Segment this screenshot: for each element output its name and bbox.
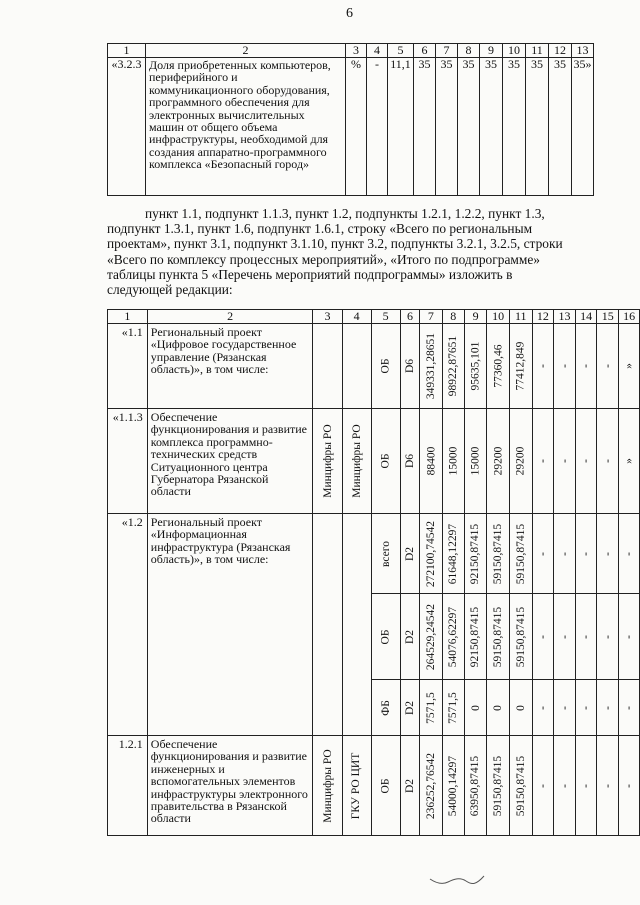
value-cell: -: [619, 680, 640, 736]
header-cell: 7: [420, 310, 442, 324]
value-cell: 35: [436, 58, 458, 196]
value-cell: -: [532, 594, 554, 680]
value-cell: 264529,24542: [420, 594, 442, 680]
table-header-row: [108, 44, 594, 58]
executor-cell: ГКУ РО ЦИТ: [342, 736, 371, 836]
header-cell: 10: [487, 310, 510, 324]
source-label: ОБ: [379, 358, 392, 374]
measure-name: Обеспечение функционирования и развитие комплекса программно-технических средств Ситуационного центра Губернатора Рязанской области: [147, 409, 313, 514]
header-cell: 2: [146, 44, 346, 58]
measure-name: Обеспечение функционирования и развитие инженерных и вспомогательных элементов инфраструктуры электронного правительства в Рязанской области: [147, 736, 313, 836]
row-code: 1.2.1: [108, 736, 148, 836]
value-cell: -: [619, 736, 640, 836]
value-cell: -: [554, 736, 576, 836]
source-cell: ОБ: [371, 594, 400, 680]
header-cell: 3: [313, 310, 342, 324]
value-cell: -: [554, 594, 576, 680]
indicators-table: [107, 43, 594, 196]
value-cell: -: [554, 409, 576, 514]
header-cell: 14: [575, 310, 597, 324]
value-cell: -: [597, 680, 619, 736]
value-cell: -: [619, 594, 640, 680]
code-cell: D2: [400, 680, 420, 736]
responsible-cell: [313, 514, 342, 736]
value-cell: 35: [480, 58, 503, 196]
value-cell: 59150,87415: [487, 736, 510, 836]
paragraph-line: пункт 1.1, подпункт 1.1.3, пункт 1.2, подпункты 1.2.1, 1.2.2, пункт 1.3,: [145, 206, 545, 221]
header-cell: 1: [108, 44, 146, 58]
value-cell: 35: [503, 58, 526, 196]
code-label: D6: [403, 358, 416, 374]
value-cell: 236252,76542: [420, 736, 442, 836]
header-cell: 11: [509, 310, 532, 324]
header-cell: 10: [503, 44, 526, 58]
value-cell: 349331,28651: [420, 324, 442, 409]
value-cell: 59150,87415: [509, 594, 532, 680]
source-cell: ФБ: [371, 680, 400, 736]
executor-cell: [342, 324, 371, 409]
value-cell: 15000: [442, 409, 464, 514]
table-row: [108, 514, 640, 594]
header-cell: 1: [108, 310, 148, 324]
paragraph-line: таблицы пункта 5 «Перечень мероприятий подпрограммы» изложить в: [107, 266, 513, 282]
header-cell: 16: [619, 310, 640, 324]
responsible-cell: [313, 324, 342, 409]
value-cell: -: [532, 324, 554, 409]
responsible-cell: Минцифры РО: [313, 409, 342, 514]
value-cell: »: [619, 324, 640, 409]
value-cell: 59150,87415: [509, 514, 532, 594]
indicator-name: Доля приобретенных компьютеров, периферийного и коммуникационного оборудования, программного обеспечения для электронных вычислительных машин от общего объема инфраструктуры, необходимой для создания аппаратно-программного комплекса «Безопасный город»: [146, 58, 346, 196]
source-cell: ОБ: [371, 409, 400, 514]
row-code: «1.1: [108, 324, 148, 409]
value-cell: 11,1: [388, 58, 414, 196]
responsible-cell: Минцифры РО: [313, 736, 342, 836]
row-code: «3.2.3: [108, 58, 146, 196]
value-cell: -: [532, 736, 554, 836]
amendment-paragraph: [107, 206, 614, 297]
value-cell: -: [575, 680, 597, 736]
header-cell: 12: [532, 310, 554, 324]
value-cell: -: [597, 324, 619, 409]
value-cell: -: [532, 514, 554, 594]
source-cell: [371, 324, 400, 409]
row-code: «1.1.3: [108, 409, 148, 514]
value-cell: 77412,849: [509, 324, 532, 409]
table-row: [108, 58, 594, 196]
value-cell: »: [619, 409, 640, 514]
value-cell: -: [554, 680, 576, 736]
value-cell: 35: [526, 58, 549, 196]
value-cell: 0: [509, 680, 532, 736]
value-cell: 15000: [464, 409, 486, 514]
value-cell: -: [597, 736, 619, 836]
value-cell: 92150,87415: [464, 514, 486, 594]
header-cell: 9: [464, 310, 486, 324]
measure-name: Региональный проект «Информационная инфраструктура (Рязанская область)», в том числе:: [147, 514, 313, 736]
header-cell: 2: [147, 310, 313, 324]
value-cell: 92150,87415: [464, 594, 486, 680]
code-cell: D2: [400, 594, 420, 680]
table-row: [108, 409, 640, 514]
source-cell: ОБ: [371, 736, 400, 836]
header-cell: 8: [458, 44, 480, 58]
value-cell: 77360,46: [487, 324, 510, 409]
value-cell: 54076,62297: [442, 594, 464, 680]
signature-mark: [428, 873, 488, 887]
value-cell: 7571,5: [420, 680, 442, 736]
header-cell: 4: [367, 44, 388, 58]
value-cell: -: [554, 324, 576, 409]
value-cell: -: [532, 409, 554, 514]
value-cell: -: [575, 736, 597, 836]
value-cell: -: [619, 514, 640, 594]
table-row: [108, 324, 640, 409]
value-cell: -: [367, 58, 388, 196]
value-cell: 88400: [420, 409, 442, 514]
value-cell: 61648,12297: [442, 514, 464, 594]
header-cell: 5: [388, 44, 414, 58]
value-cell: -: [532, 680, 554, 736]
header-cell: 6: [400, 310, 420, 324]
table-header-row: [108, 310, 640, 324]
code-cell: D6: [400, 409, 420, 514]
paragraph-line: следующей редакции:: [107, 282, 233, 298]
value-cell: -: [597, 514, 619, 594]
value-cell: 98922,87651: [442, 324, 464, 409]
unit-cell: %: [346, 58, 367, 196]
header-cell: 6: [414, 44, 436, 58]
value-cell: 35: [414, 58, 436, 196]
row-code: «1.2: [108, 514, 148, 736]
header-cell: 3: [346, 44, 367, 58]
header-cell: 4: [342, 310, 371, 324]
header-cell: 9: [480, 44, 503, 58]
page-number: 6: [346, 6, 353, 21]
value-cell: 59150,87415: [487, 594, 510, 680]
executor-cell: Минцифры РО: [342, 409, 371, 514]
value-cell: 0: [487, 680, 510, 736]
paragraph-line: проектам», пункт 3.1, подпункт 3.1.10, пункт 3.2, подпункты 3.2.1, 3.2.5, строки: [107, 236, 563, 252]
value-cell: -: [575, 514, 597, 594]
paragraph-line: подпункт 1.3.1, пункт 1.6, подпункт 1.6.1, строку «Всего по региональным: [107, 221, 533, 237]
code-cell: [400, 324, 420, 409]
table-row: [108, 736, 640, 836]
value-cell: -: [554, 514, 576, 594]
value-cell: -: [575, 594, 597, 680]
value-cell: 35: [549, 58, 572, 196]
paragraph-line: «Всего по комплексу процессных мероприятий», «Итого по подпрограмме»: [107, 251, 540, 267]
value-cell: 272100,74542: [420, 514, 442, 594]
value-cell: 35: [458, 58, 480, 196]
header-cell: 5: [371, 310, 400, 324]
header-cell: 12: [549, 44, 572, 58]
value-cell: 0: [464, 680, 486, 736]
source-cell: всего: [371, 514, 400, 594]
header-cell: 7: [436, 44, 458, 58]
value-cell: 59150,87415: [487, 514, 510, 594]
measure-name: Региональный проект «Цифровое государственное управление (Рязанская область)», в том числе:: [147, 324, 313, 409]
value-cell: 7571,5: [442, 680, 464, 736]
header-cell: 8: [442, 310, 464, 324]
value-cell: 54000,14297: [442, 736, 464, 836]
value-cell: 59150,87415: [509, 736, 532, 836]
code-cell: D2: [400, 514, 420, 594]
value-cell: -: [597, 409, 619, 514]
header-cell: 15: [597, 310, 619, 324]
code-cell: D2: [400, 736, 420, 836]
value-cell: -: [575, 409, 597, 514]
value-cell: -: [575, 324, 597, 409]
header-cell: 13: [572, 44, 594, 58]
measures-table: [107, 309, 640, 836]
value-cell: 29200: [509, 409, 532, 514]
value-cell: 35»: [572, 58, 594, 196]
header-cell: 11: [526, 44, 549, 58]
value-cell: -: [597, 594, 619, 680]
value-cell: 95635,101: [464, 324, 486, 409]
executor-cell: [342, 514, 371, 736]
value-cell: 63950,87415: [464, 736, 486, 836]
header-cell: 13: [554, 310, 576, 324]
value-cell: 29200: [487, 409, 510, 514]
